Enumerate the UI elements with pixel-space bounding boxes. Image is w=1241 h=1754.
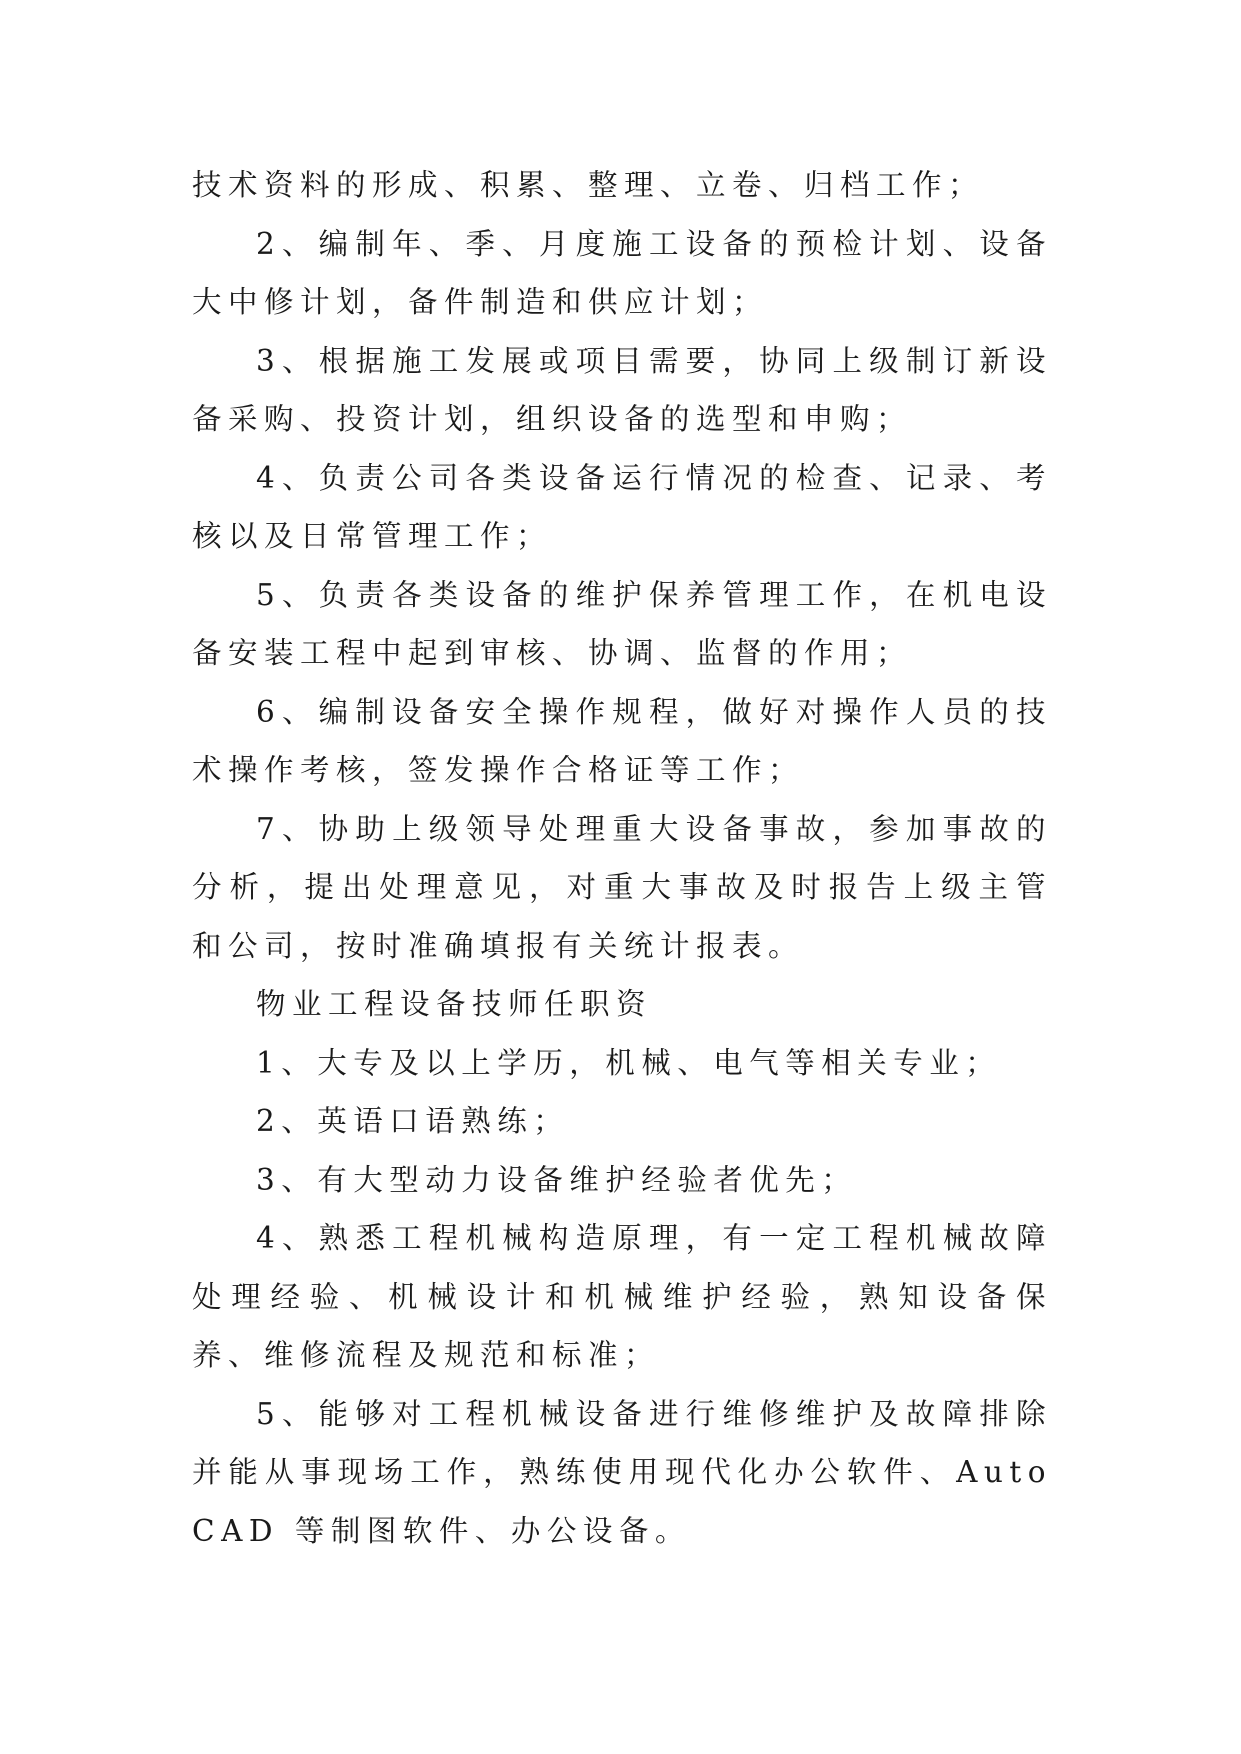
paragraph-7: 7、协助上级领导处理重大设备事故，参加事故的分析，提出处理意见，对重大事故及时报告上级主管和公司，按时准确填报有关统计报表。: [192, 811, 1052, 963]
paragraph-10: 2、英语口语熟练；: [256, 1104, 570, 1138]
paragraph-5: 5、负责各类设备的维护保养管理工作，在机电设备安装工程中起到审核、协调、监督的作用；: [192, 577, 1052, 670]
paragraph-3: 3、根据施工发展或项目需要，协同上级制订新设备采购、投资计划，组织设备的选型和申购；: [192, 343, 1052, 436]
paragraph-4: 4、负责公司各类设备运行情况的检查、记录、考核以及日常管理工作；: [192, 460, 1052, 553]
paragraph-2: 2、编制年、季、月度施工设备的预检计划、设备大中修计划，备件制造和供应计划；: [192, 226, 1052, 319]
document-body: [192, 156, 1052, 1560]
paragraph-6: 6、编制设备安全操作规程，做好对操作人员的技术操作考核，签发操作合格证等工作；: [192, 694, 1052, 787]
paragraph-13: 5、能够对工程机械设备进行维修维护及故障排除并能从事现场工作，熟练使用现代化办公软件、Auto CAD 等制图软件、办公设备。: [192, 1396, 1052, 1548]
paragraph-1: 技术资料的形成、积累、整理、立卷、归档工作；: [192, 168, 985, 202]
paragraph-9: 1、大专及以上学历，机械、电气等相关专业；: [256, 1045, 1002, 1080]
section-heading: 物业工程设备技师任职资: [256, 987, 653, 1021]
paragraph-11: 3、有大型动力设备维护经验者优先；: [256, 1162, 858, 1197]
paragraph-12: 4、熟悉工程机械构造原理，有一定工程机械故障处理经验、机械设计和机械维护经验，熟知设备保养、维修流程及规范和标准；: [192, 1221, 1052, 1372]
